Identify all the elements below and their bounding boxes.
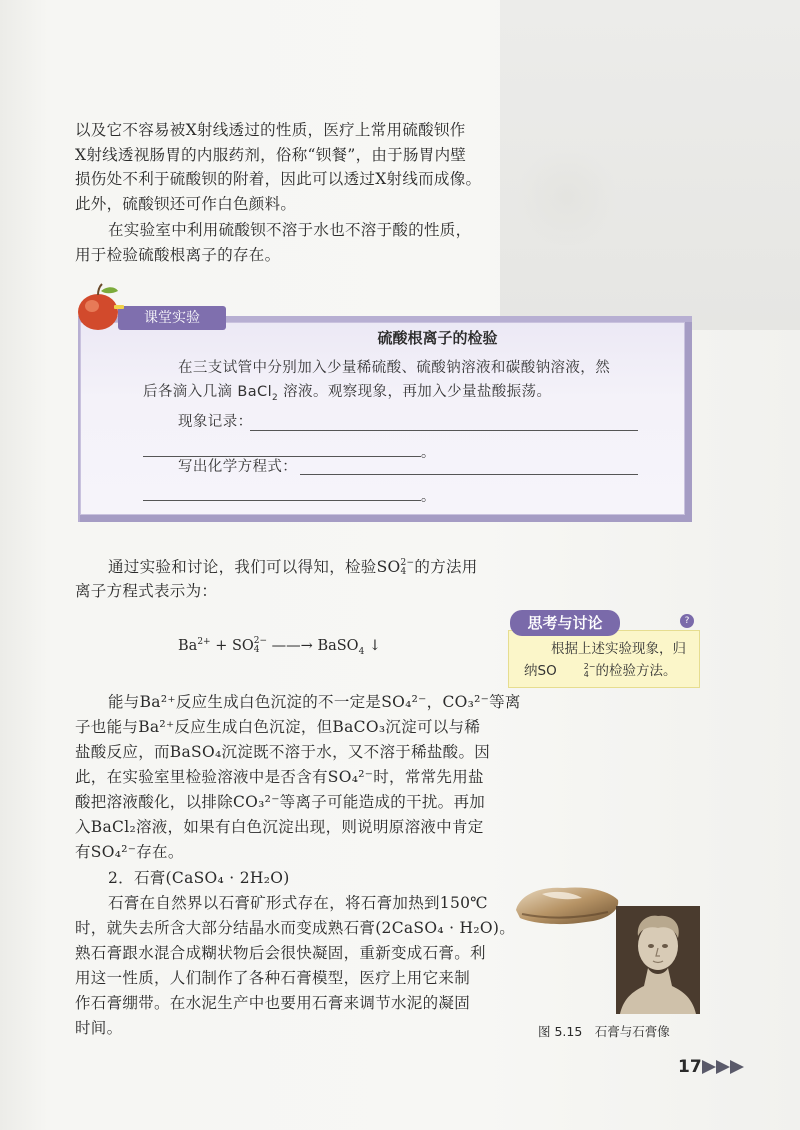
text-line: 此，在实验室里检验溶液中是否含有SO₄²⁻时，常常先用盐 [75, 768, 484, 786]
text-line: 石膏在自然界以石膏矿形式存在，将石膏加热到150℃ [108, 894, 488, 912]
gypsum-rock-image [512, 880, 622, 926]
text-line: 盐酸反应，而BaSO₄沉淀既不溶于水，又不溶于稀盐酸。因 [75, 743, 491, 761]
think-discuss-tag: 思考与讨论 [510, 610, 620, 636]
equation-answer-line-2[interactable] [143, 500, 421, 501]
experiment-title: 硫酸根离子的检验 [377, 329, 498, 347]
text-line: 作石膏绷带。在水泥生产中也要用石膏来调节水泥的凝固 [75, 994, 471, 1012]
think-discuss-text: 根据上述实验现象，归 纳SO 2− 4 的检验方法。 [524, 641, 686, 679]
text-line: 以及它不容易被X射线透过的性质，医疗上常用硫酸钡作 [75, 121, 466, 139]
text-line: 离子方程式表示为： [75, 582, 218, 600]
observation-label: 现象记录： [178, 414, 253, 430]
experiment-tag: 课堂实验 [118, 306, 226, 330]
text-line: 熟石膏跟水混合成糊状物后会很快凝固，重新变成石膏。利 [75, 944, 486, 962]
page-number: 17 [678, 1057, 702, 1077]
text-line: 此外，硫酸钡还可作白色颜料。 [75, 195, 297, 213]
text-line: 子也能与Ba²⁺反应生成白色沉淀，但BaCO₃沉淀可以与稀 [75, 718, 481, 736]
bleed-through-image [512, 150, 622, 245]
period: 。 [421, 445, 435, 461]
text-line: 损伤处不利于硫酸钡的附着，因此可以透过X射线而成像。 [75, 170, 482, 188]
question-icon: ? [680, 614, 694, 628]
period: 。 [421, 489, 435, 505]
observation-answer-line[interactable] [250, 430, 638, 431]
text-line: 有SO₄²⁻存在。 [75, 843, 184, 861]
experiment-box [80, 322, 692, 522]
text-line: 通过实验和讨论，我们可以得知，检验SO 2− 4 的方法用 [108, 558, 478, 577]
text-line: 用这一性质，人们制作了各种石膏模型，医疗上用它来制 [75, 969, 471, 987]
text-line: 时，就失去所含大部分结晶水而变成熟石膏(2CaSO₄ · H₂O)。 [75, 919, 516, 937]
equation-label: 写出化学方程式： [178, 459, 298, 475]
apple-icon [74, 281, 128, 333]
text-line: 用于检验硫酸根离子的存在。 [75, 246, 281, 264]
text-line: X射线透视肠胃的内服药剂，俗称“钡餐”，由于肠胃内壁 [75, 146, 467, 164]
section-heading: 2．石膏(CaSO₄ · 2H₂O) [108, 869, 290, 887]
experiment-instruction-line: 在三支试管中分别加入少量稀硫酸、硫酸钠溶液和碳酸钠溶液，然 [178, 360, 611, 376]
text-line: 入BaCl₂溶液，如果有白色沉淀出现，则说明原溶液中肯定 [75, 818, 484, 836]
text-line: 能与Ba²⁺反应生成白色沉淀的不一定是SO₄²⁻，CO₃²⁻等离 [108, 693, 521, 711]
text-line: 在实验室中利用硫酸钡不溶于水也不溶于酸的性质， [108, 221, 472, 239]
figure-caption: 图 5.15 石膏与石膏像 [538, 1024, 670, 1039]
equation-answer-line[interactable] [300, 474, 638, 475]
plaster-bust-image [616, 906, 700, 1014]
experiment-instruction-line: 后各滴入几滴 BaCl$_2$ 溶液。观察现象，再加入少量盐酸振荡。 [143, 384, 552, 403]
text-line: 时间。 [75, 1019, 123, 1037]
ionic-equation: $Ba^{2+}$ + SO 2− 4 ——→ BaSO$_4$ ↓ [178, 636, 382, 657]
text-line: 酸把溶液酸化，以排除CO₃²⁻等离子可能造成的干扰。再加 [75, 793, 486, 811]
next-page-arrows-icon [702, 1060, 746, 1074]
